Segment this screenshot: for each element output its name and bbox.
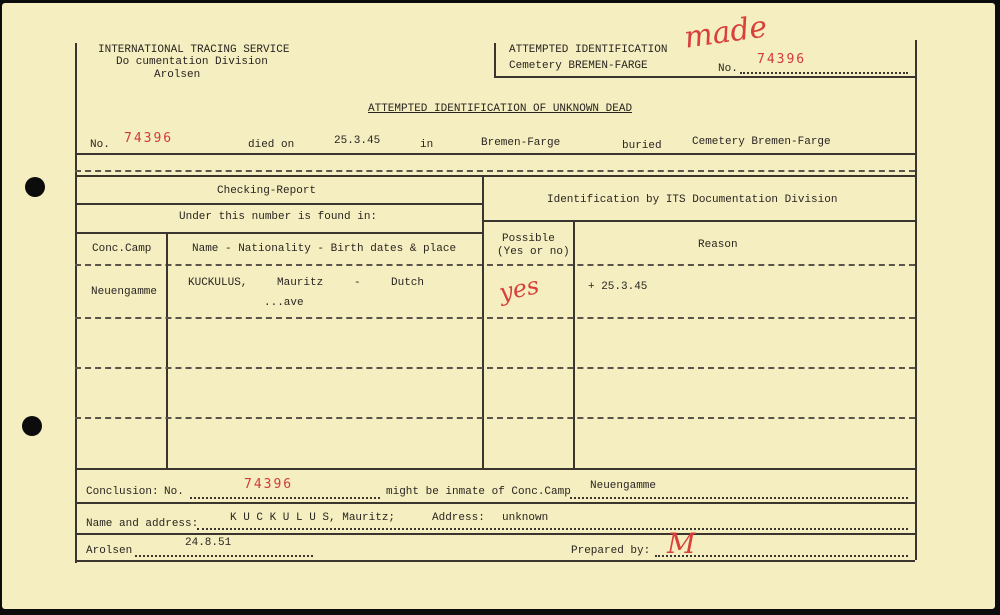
header-no-label: No. [718, 63, 738, 75]
org-name: INTERNATIONAL TRACING SERVICE [98, 44, 290, 56]
conclusion-no-value: 74396 [244, 477, 294, 492]
header-no-dots [740, 72, 908, 74]
header-no-value: 74396 [757, 52, 807, 67]
header-box-title: ATTEMPTED IDENTIFICATION [509, 44, 668, 56]
name-address-label: Name and address: [86, 518, 199, 530]
header-box-cemetery: Cemetery BREMEN-FARGE [509, 60, 648, 72]
name-value: K U C K U L U S, Mauritz; [230, 512, 396, 524]
record-rule [75, 153, 915, 155]
conclusion-no-label: No. [164, 486, 184, 498]
record-in-value: Bremen-Farge [481, 137, 561, 149]
punch-hole-bottom [22, 416, 42, 436]
form-bottom-rule [75, 560, 915, 562]
date-value: 24.8.51 [185, 537, 232, 549]
made-stamp: made [681, 9, 770, 56]
header-rule [494, 76, 915, 78]
conclusion-rule [75, 502, 915, 504]
header-row-rule [75, 264, 915, 266]
name-address-rule [75, 533, 915, 535]
conclusion-no-dots [190, 497, 380, 499]
right-margin-line [915, 40, 917, 560]
org-city: Arolsen [154, 69, 201, 81]
header-box-left-border [494, 43, 496, 77]
record-died-value: 25.3.45 [334, 135, 381, 147]
row1-reason: + 25.3.45 [588, 281, 648, 293]
row-rule-1 [75, 317, 915, 319]
place-label: Arolsen [86, 545, 133, 557]
table-top-rule [75, 170, 915, 172]
prepared-by-label: Prepared by: [571, 545, 651, 557]
address-value: unknown [502, 512, 549, 524]
section-divider [482, 175, 484, 469]
col-header-possible-sub: (Yes or no) [497, 246, 570, 258]
record-died-label: died on [248, 139, 295, 151]
col-header-reason: Reason [698, 239, 738, 251]
form-title: ATTEMPTED IDENTIFICATION OF UNKNOWN DEAD [368, 103, 633, 115]
name-address-dots [197, 528, 908, 530]
checking-subtitle: Under this number is found in: [179, 211, 378, 223]
checking-title-rule [75, 203, 482, 205]
col-header-possible: Possible [502, 233, 555, 245]
row1-firstname: Mauritz [277, 277, 324, 289]
address-label: Address: [432, 512, 485, 524]
checking-subtitle-rule [75, 232, 482, 234]
record-no-label: No. [90, 139, 110, 151]
row-rule-2 [75, 367, 915, 369]
index-card [2, 3, 995, 609]
row1-surname: KUCKULUS, [188, 277, 248, 289]
conclusion-label: Conclusion: [86, 486, 159, 498]
col-header-name: Name - Nationality - Birth dates & place [192, 243, 457, 255]
row1-nationality: Dutch [391, 277, 425, 289]
record-no-value: 74396 [124, 131, 174, 146]
record-buried-label: buried [622, 140, 662, 152]
record-in-label: in [420, 139, 434, 151]
org-division: Do cumentation Division [116, 56, 268, 68]
conclusion-might-text: might be inmate of Conc.Camp [386, 486, 571, 498]
col-divider-3 [573, 220, 575, 469]
row1-dash: - [354, 277, 361, 289]
col-divider-1 [166, 232, 168, 469]
record-buried-value: Cemetery Bremen-Farge [692, 136, 831, 148]
left-margin-line [75, 43, 77, 563]
row1-possible: yes [496, 271, 542, 307]
table-top-rule-2 [75, 175, 915, 177]
table-bottom-rule [75, 468, 915, 470]
identification-title: Identification by ITS Documentation Division [547, 194, 838, 206]
identification-title-rule [482, 220, 915, 222]
conclusion-camp-value: Neuengamme [590, 480, 657, 492]
row-rule-3 [75, 417, 915, 419]
checking-title: Checking-Report [217, 185, 317, 197]
row1-camp: Neuengamme [91, 286, 158, 298]
col-header-camp: Conc.Camp [92, 243, 152, 255]
prepared-by-initials: M [667, 527, 696, 560]
date-dots [135, 555, 313, 557]
punch-hole-top [25, 177, 45, 197]
row1-extra: ...ave [264, 297, 304, 309]
conclusion-camp-dots [570, 497, 908, 499]
